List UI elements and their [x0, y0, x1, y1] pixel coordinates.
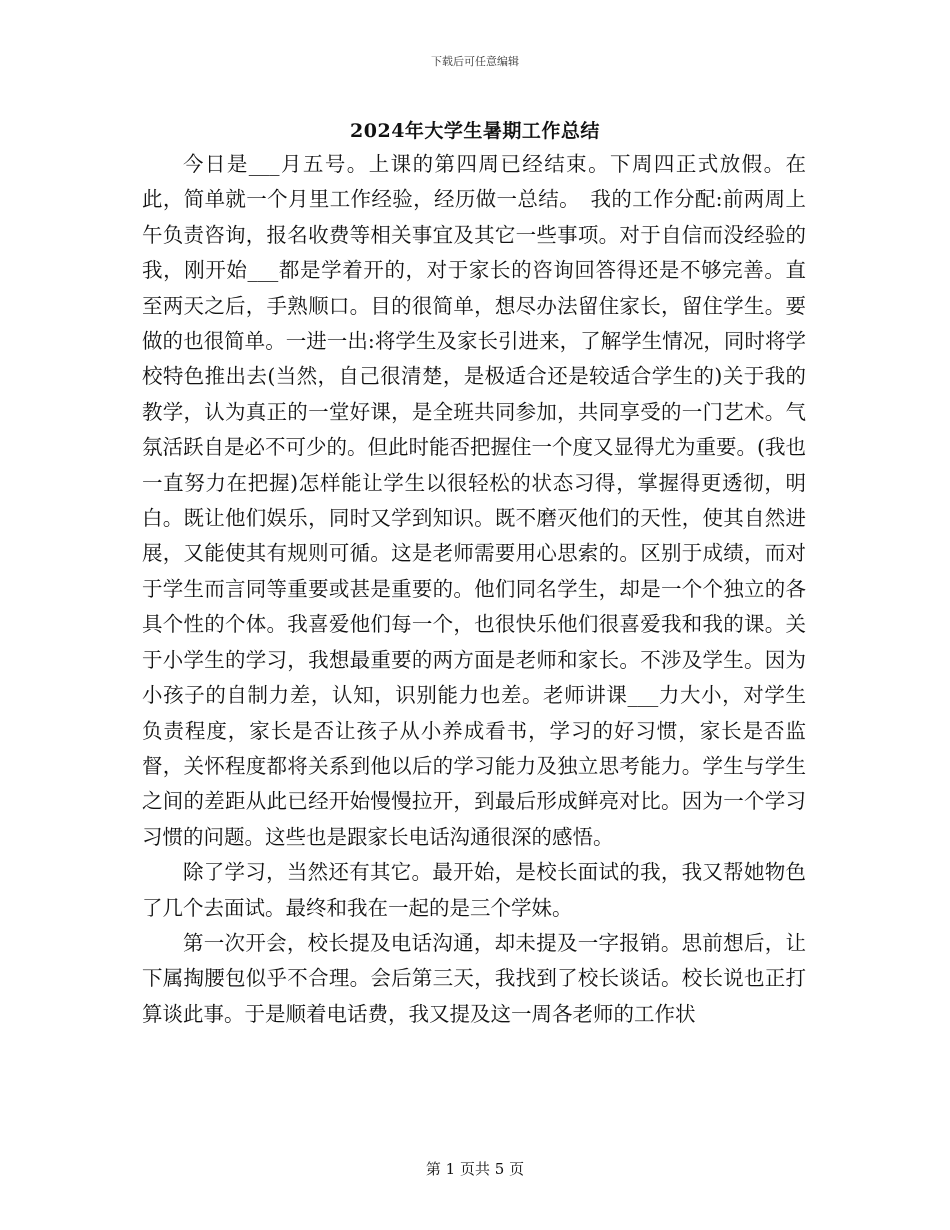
header-note: 下载后可任意编辑 — [431, 55, 519, 68]
paragraph-2: 除了学习，当然还有其它。最开始，是校长面试的我，我又帮她物色了几个去面试。最终和我在一起的是三个学妹。 — [142, 860, 806, 920]
document-title: 2024年大学生暑期工作总结 — [350, 120, 600, 142]
paragraph-1: 今日是___月五号。上课的第四周已经结束。下周四正式放假。在此，简单就一个月里工作经验，经历做一总结。 我的工作分配:前两周上午负责咨询，报名收费等相关事宜及其它一些事项。对于自信而没经验的我，刚开始___都是学着开的，对于家长的咨询回答得还是不够完善。直至两天之后，手熟顺口。目的很简单，想尽办法留住家长，留住学生。要做的也很简单。一进一出:将学生及家长引进来，了解学生情况，同时将学校特色推出去(当然，自己很清楚，是极适合还是较适合学生的)关于我的教学，认为真正的一堂好课，是全班共同参加，共同享受的一门艺术。气氛活跃自是必不可少的。但此时能否把握住一个度又显得尤为重要。(我也一直努力在把握)怎样能让学生以很轻松的状态习得，掌握得更透彻，明白。既让他们娱乐，同时又学到知识。既不磨灭他们的天性，使其自然进展，又能使其有规则可循。这是老师需要用心思索的。区别于成绩，而对于学生而言同等重要或甚是重要的。他们同名学生，却是一个个独立的各具个性的个体。我喜爱他们每一个，也很快乐他们很喜爱我和我的课。关于小学生的学习，我想最重要的两方面是老师和家长。不涉及学生。因为小孩子的自制力差，认知，识别能力也差。老师讲课___力大小，对学生负责程度，家长是否让孩子从小养成看书，学习的好习惯，家长是否监督，关怀程度都将关系到他以后的学习能力及独立思考能力。学生与学生之间的差距从此已经开始慢慢拉开，到最后形成鲜亮对比。因为一个学习习惯的问题。这些也是跟家长电话沟通很深的感悟。 — [142, 152, 806, 849]
page-number-footer: 第 1 页共 5 页 — [425, 1160, 525, 1178]
paragraph-3: 第一次开会，校长提及电话沟通，却未提及一字报销。思前想后，让下属掏腰包似乎不合理。会后第三天，我找到了校长谈话。校长说也正打算谈此事。于是顺着电话费，我又提及这一周各老师的工作状 — [142, 930, 806, 1026]
document-body — [142, 147, 806, 1032]
